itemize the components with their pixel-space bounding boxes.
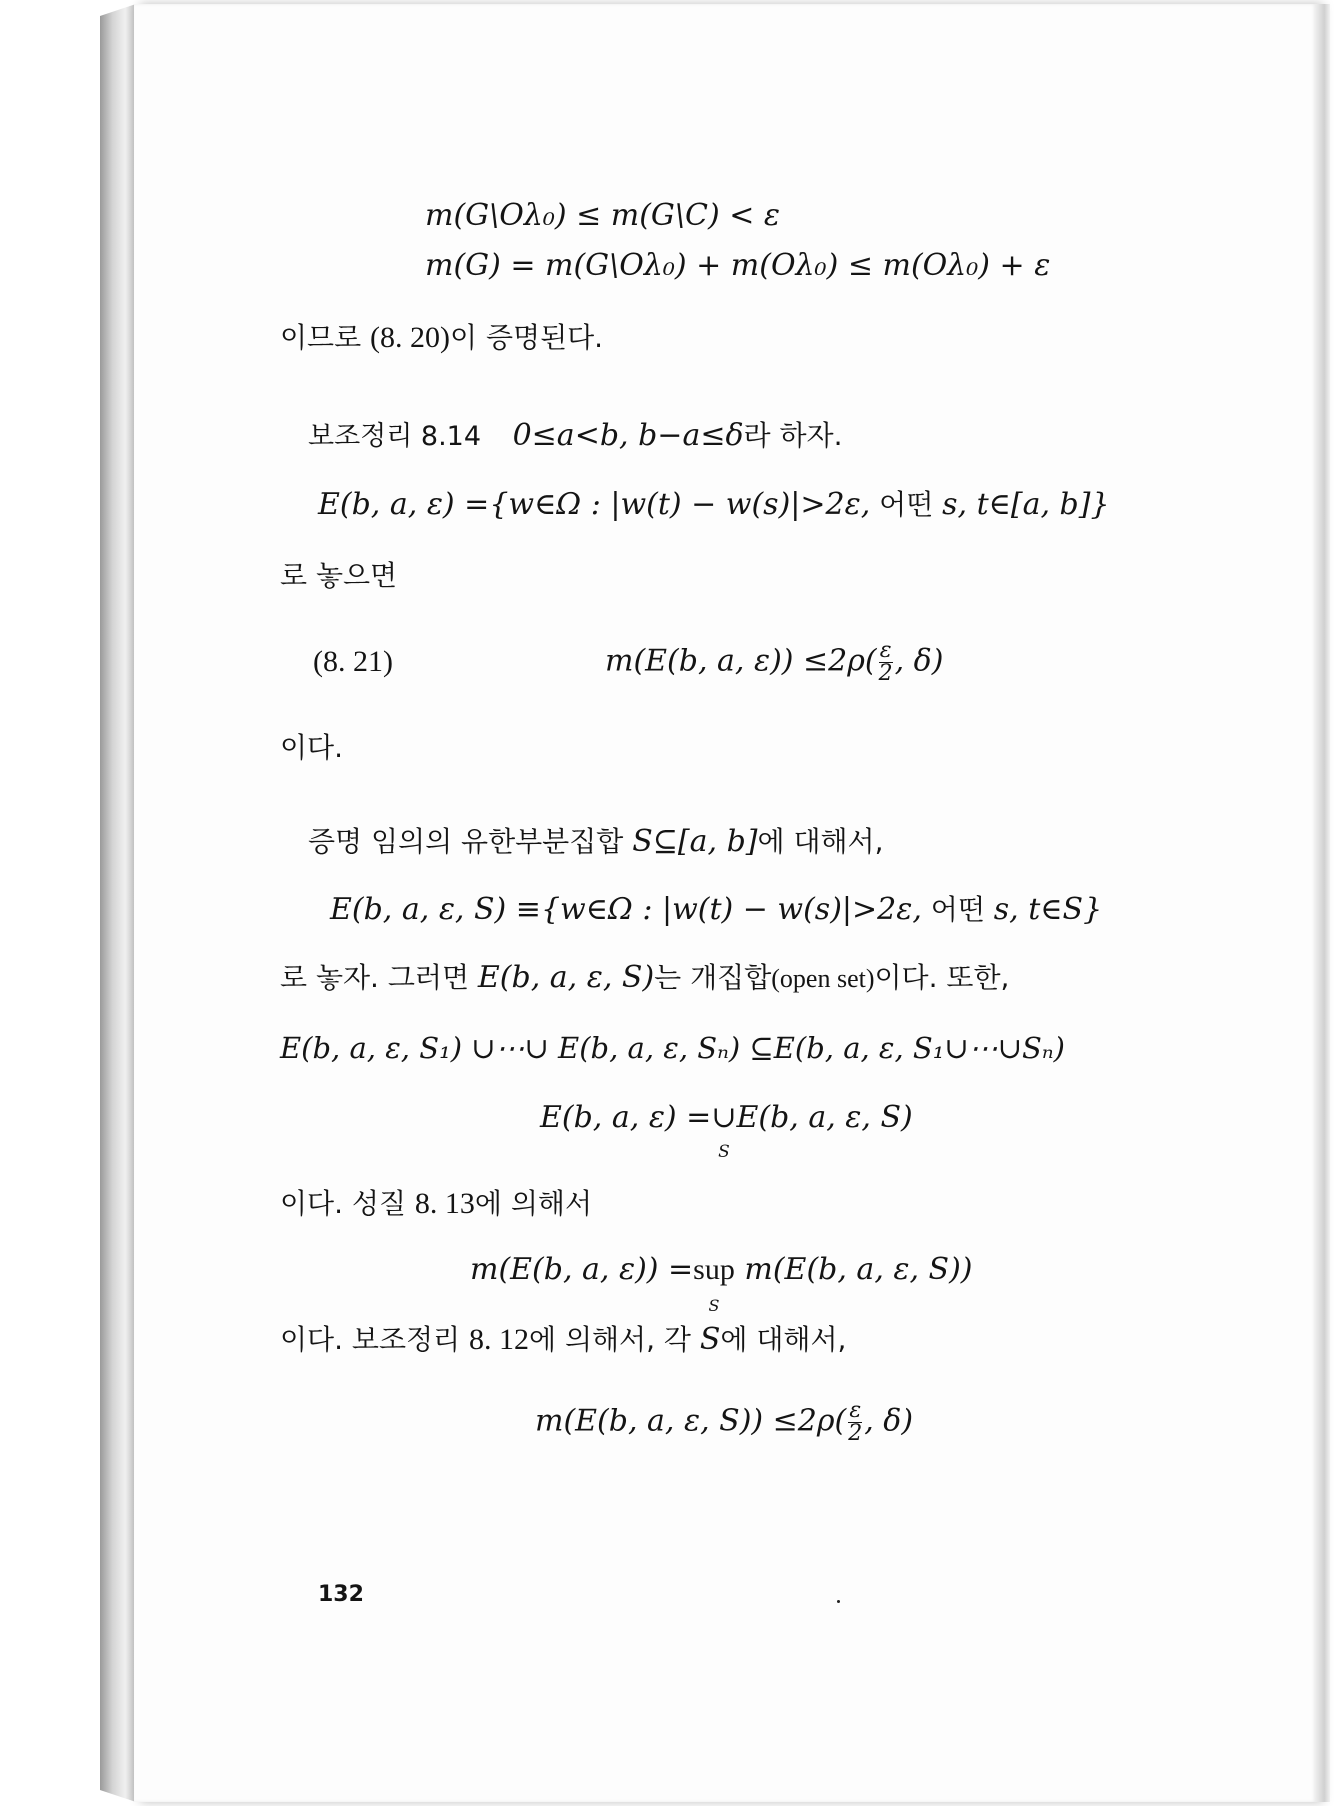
sup-line [470,1250,973,1315]
formula: , δ) [894,643,944,679]
formula: m(E(b, a, ε)) = [470,1252,694,1287]
page-edge [1316,4,1330,1802]
formula-line-1: m(G\Oλ₀) ≤ m(G\C) < ε [425,198,780,233]
formula: E(b, a, ε) ={w∈Ω : |w(t) − w(s)|>2ε, [318,487,871,522]
equation-ref: (8. 20) [370,321,451,354]
formula: s, t∈S} [993,892,1103,927]
lemma-ref: 8. 12 [469,1323,529,1356]
formula-line-2: m(G) = m(G\Oλ₀) + m(Oλ₀) ≤ m(Oλ₀) + ε [425,248,1051,283]
proof-start-line [308,822,884,862]
formula: E(b, a, ε, S) ≡{w∈Ω : |w(t) − w(s)|>2ε, [330,892,922,927]
korean-text: 이 증명된다. [450,321,604,354]
korean-text: 이다. 성질 [280,1187,415,1220]
formula: m(E(b, a, ε, S)) ≤2ρ( [535,1403,847,1439]
formula: S⊆[a, b] [632,824,758,859]
sup-operator: sup S [693,1253,735,1315]
korean-text: 증명 임의의 유한부분집합 [308,825,633,858]
lemma-label: 보조정리 8.14 [308,421,482,452]
union-over-S-line [540,1098,913,1162]
korean-text: 로 놓자. 그러면 [280,961,478,994]
text-line: 로 놓으면 [280,559,398,592]
korean-text: 에 의해서, 각 [529,1323,700,1356]
korean-text: 이다. 또한, [874,961,1010,994]
union-operator: ∪ S [711,1100,737,1162]
korean-text: 는 개집합 [654,961,772,994]
fraction: $\frac{\varepsilon}{2}$ [848,1398,863,1446]
text-line-lemma-ref [280,1320,846,1360]
equation-number: (8. 21) [313,645,393,678]
fraction: $\frac{\varepsilon}{2}$ [878,638,893,686]
formula: S [699,1322,721,1357]
korean-text: 어떤 [870,488,943,521]
formula: s, t∈[a, b]} [942,487,1110,522]
text-line-property [280,1184,592,1224]
korean-text: 에 대해서, [757,825,884,858]
korean-text: 이다. 보조정리 [280,1323,469,1356]
korean-text: 에 대해서, [720,1323,847,1356]
english-text: (open set) [771,964,875,993]
korean-text: 이므로 [280,321,371,354]
formula: E(b, a, ε) = [540,1100,712,1135]
korean-text: 라 하자. [743,419,843,452]
formula: E(b, a, ε, S) [477,960,655,995]
page-number: 132 [318,1582,364,1607]
property-ref: 8. 13 [414,1187,475,1220]
formula: E(b, a, ε, S) [736,1100,913,1135]
lemma-condition: 0≤a<b, b−a≤δ [512,418,744,453]
formula: m(E(b, a, ε)) ≤2ρ( [605,643,877,679]
lemma-heading [308,416,842,457]
text-line: 이다. [280,731,343,764]
formula: , δ) [864,1403,914,1439]
set-definition-line [318,485,1110,525]
formula: m(E(b, a, ε, S)) [734,1252,973,1287]
text-line-conclusion [280,318,603,358]
set-definition-line-S [330,890,1102,930]
korean-text: 에 의해서 [474,1187,592,1220]
final-inequality [535,1400,913,1445]
book-spine [100,4,136,1802]
print-speck [837,1600,840,1603]
equation-8-21 [605,640,943,685]
korean-text: 어떤 [921,893,994,926]
text-line-open-set [280,958,1009,999]
union-inclusion-line: E(b, a, ε, S₁) ∪⋯∪ E(b, a, ε, Sₙ) ⊆E(b, a, ε, S₁∪⋯∪Sₙ) [280,1031,1065,1065]
